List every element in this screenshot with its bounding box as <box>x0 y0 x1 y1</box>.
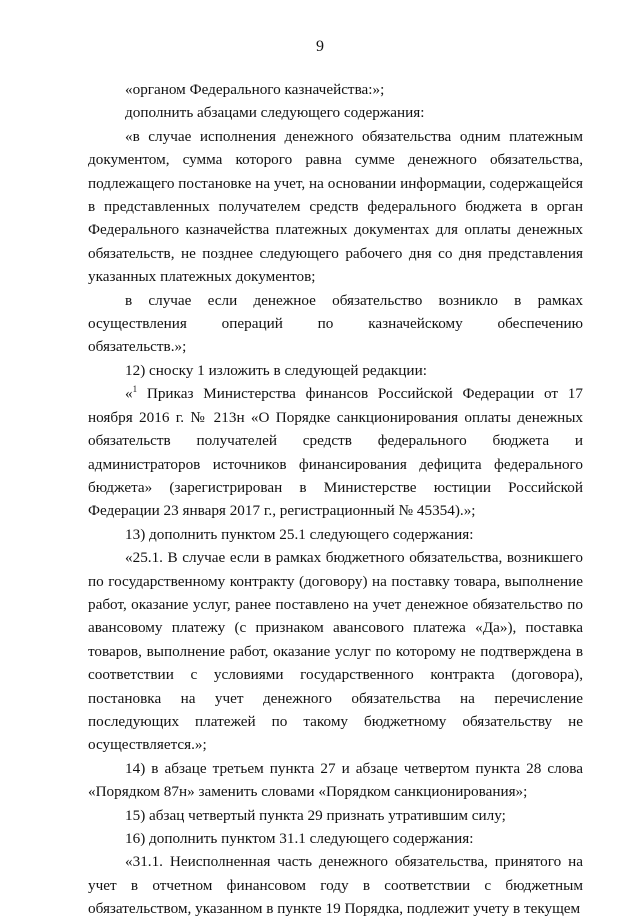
paragraph: 15) абзац четвертый пункта 29 признать утратившим силу; <box>125 806 506 824</box>
paragraph: «31.1. Неисполненная часть денежного обязательства, принятого на учет в отчетном финансовом году в соответствии с бюджетным обязательством, указанном в пункте 19 Порядка, подлежит учету в текущем <box>88 853 583 918</box>
paragraph: «в случае исполнения денежного обязательства одним платежным документом, сумма которого равна сумме денежного обязательства, подлежащего постановке на учет, на основании информации, содержащейся в представленных получателем средств федерального бюджета в орган Федерального казначейства платежных документах для оплаты денежных обязательств, не позднее следующего рабочего дня со дня представления указанных платежных документов; <box>88 127 583 286</box>
open-quote: « <box>125 385 133 403</box>
paragraph: 13) дополнить пунктом 25.1 следующего содержания: <box>125 525 474 543</box>
paragraph: «органом Федерального казначейства:»; <box>125 81 385 98</box>
footnote-text: Приказ Министерства финансов Российской Федерации от 17 ноября 2016 г. № 213н «О Порядке санкционирования оплаты денежных обязательств получателей средств федерального бюджета и администраторов источников финансирования дефицита федерального бюджета» (зарегистрирован в Министерстве юстиции Российской Федерации 23 января 2017 г., регистрационный № 45354).»; <box>88 385 583 520</box>
paragraph: 12) сноску 1 изложить в следующей редакции: <box>125 361 427 379</box>
paragraph: дополнить абзацами следующего содержания: <box>125 104 425 122</box>
paragraph: «25.1. В случае если в рамках бюджетного обязательства, возникшего по государственному контракту (договору) на поставку товара, выполнение работ, оказание услуг, ранее поставлено на учет денежное обязательство по авансовому платежу (с признаком авансового платежа «Да»), поставка товаров, выполнение работ, оказание услуг по которому не подтверждена в соответствии с условиями государственного контракта (договора), постановка на учет денежного обязательства на перечисление последующих платежей по такому бюджетному обязательству не осуществляется.»; <box>88 549 583 754</box>
document-body <box>88 78 583 921</box>
footnote-mark: 1 <box>132 384 138 395</box>
paragraph: 14) в абзаце третьем пункта 27 и абзаце четвертом пункта 28 слова «Порядком 87н» заменить словами «Порядком санкционирования»; <box>88 759 583 801</box>
paragraph: 16) дополнить пунктом 31.1 следующего содержания: <box>125 830 474 847</box>
page-number: 9 <box>316 38 324 55</box>
footnote-paragraph <box>88 382 583 522</box>
paragraph: в случае если денежное обязательство возникло в рамках осуществления операций по казначейскому обеспечению обязательств.»; <box>88 291 583 356</box>
